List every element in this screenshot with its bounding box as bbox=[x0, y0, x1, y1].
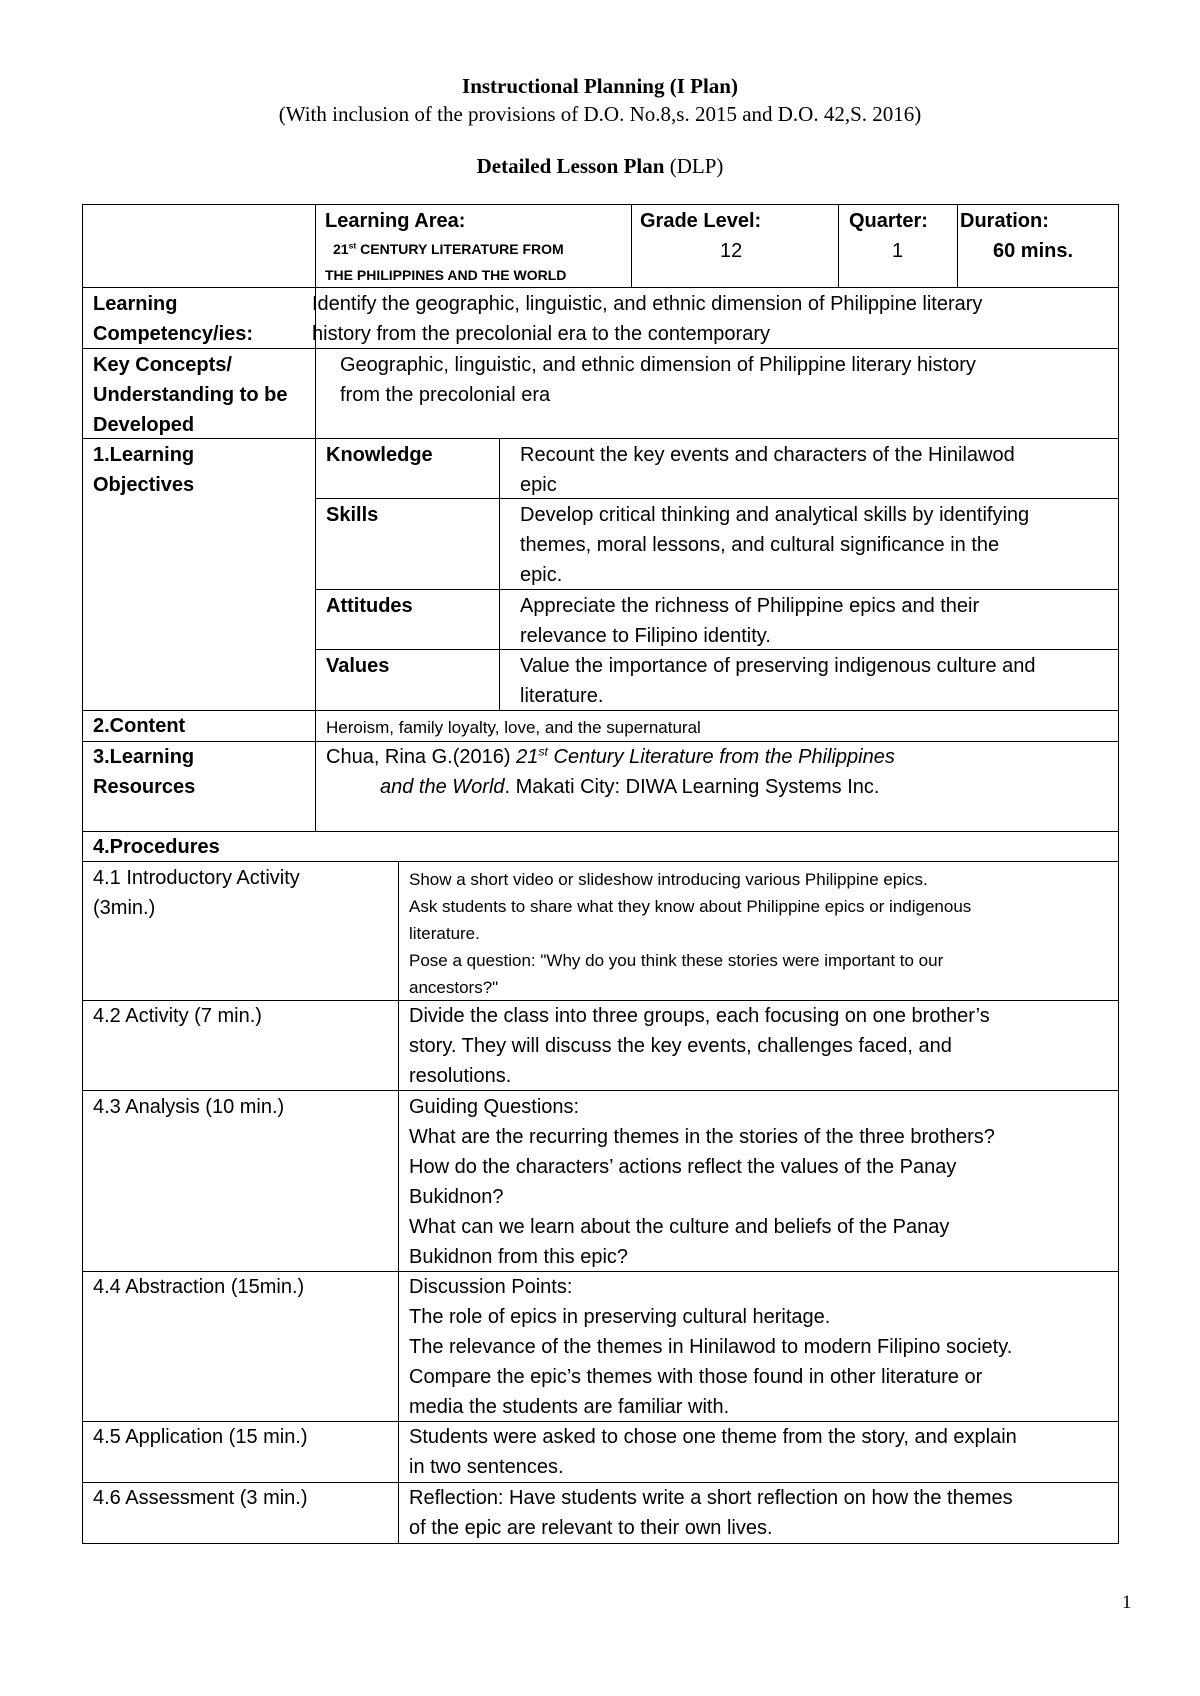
objective-text-skills bbox=[520, 500, 1029, 590]
procedure-line: resolutions. bbox=[409, 1065, 512, 1087]
procedure-line: literature. bbox=[409, 924, 480, 943]
document-subtitle: (With inclusion of the provisions of D.O. No.8,s. 2015 and D.O. 42,S. 2016) bbox=[278, 102, 922, 126]
procedure-label-4-3: 4.3 Analysis (10 min.) bbox=[93, 1096, 285, 1118]
objective-domain-attitudes: Attitudes bbox=[326, 595, 413, 617]
procedure-line: Bukidnon? bbox=[409, 1186, 504, 1208]
procedure-label-line: 4.1 Introductory Activity bbox=[93, 867, 300, 889]
objective-domain-values: Values bbox=[326, 655, 390, 677]
resources-author: Chua, Rina G.(2016) bbox=[326, 746, 517, 768]
procedure-line: Discussion Points: bbox=[409, 1276, 573, 1298]
objective-text-attitudes bbox=[520, 591, 979, 651]
objective-line: literature. bbox=[520, 685, 604, 707]
resources-title-part: 21 bbox=[516, 746, 539, 768]
resources-title-sup: st bbox=[538, 744, 548, 759]
table-border bbox=[82, 1543, 1119, 1544]
procedure-line: The role of epics in preserving cultural heritage. bbox=[409, 1306, 831, 1328]
competency-label-line: Competency/ies: bbox=[93, 323, 254, 345]
key-concepts-text-line: from the precolonial era bbox=[340, 384, 551, 406]
objective-domain-knowledge: Knowledge bbox=[326, 444, 433, 466]
table-border bbox=[1118, 204, 1119, 1543]
procedure-line: ancestors?" bbox=[409, 978, 499, 997]
table-border bbox=[82, 287, 1119, 288]
document-header bbox=[0, 72, 1200, 180]
procedure-line: Students were asked to chose one theme from the story, and explain bbox=[409, 1426, 1017, 1448]
procedure-label-4-1 bbox=[93, 863, 300, 923]
table-border bbox=[82, 204, 1119, 205]
procedure-text-4-4 bbox=[409, 1272, 1012, 1422]
procedure-label-4-6: 4.6 Assessment (3 min.) bbox=[93, 1487, 308, 1509]
learning-area-value bbox=[333, 236, 564, 262]
procedure-line: Show a short video or slideshow introducing various Philippine epics. bbox=[409, 870, 928, 889]
quarter-label: Quarter: bbox=[849, 210, 928, 232]
resources-citation-line-2 bbox=[380, 772, 879, 802]
objectives-label-line: Objectives bbox=[93, 474, 195, 496]
objective-line: Appreciate the richness of Philippine epics and their bbox=[520, 595, 980, 617]
grade-level-value: 12 bbox=[720, 240, 743, 262]
procedure-line: story. They will discuss the key events, challenges faced, and bbox=[409, 1035, 952, 1057]
procedure-line: What can we learn about the culture and beliefs of the Panay bbox=[409, 1216, 950, 1238]
document-title: Instructional Planning (I Plan) bbox=[462, 74, 738, 98]
resources-label-line: 3.Learning bbox=[93, 746, 195, 768]
key-concepts-text bbox=[340, 350, 976, 410]
table-border bbox=[957, 204, 958, 287]
competency-text-line: Identify the geographic, linguistic, and ethnic dimension of Philippine literary bbox=[312, 293, 983, 315]
procedure-text-4-5 bbox=[409, 1422, 1017, 1482]
content-label: 2.Content bbox=[93, 715, 186, 737]
table-border bbox=[82, 861, 1119, 862]
procedure-line: The relevance of the themes in Hinilawod to modern Filipino society. bbox=[409, 1336, 1013, 1358]
content-text: Heroism, family loyalty, love, and the supernatural bbox=[326, 718, 701, 737]
resources-publisher: . Makati City: DIWA Learning Systems Inc. bbox=[504, 776, 880, 798]
key-concepts-label-line: Understanding to be bbox=[93, 384, 288, 406]
procedure-label-line: (3min.) bbox=[93, 897, 156, 919]
procedure-line: What are the recurring themes in the stories of the three brothers? bbox=[409, 1126, 995, 1148]
duration-label: Duration: bbox=[960, 210, 1049, 232]
procedure-text-4-2 bbox=[409, 1001, 990, 1091]
key-concepts-text-line: Geographic, linguistic, and ethnic dimension of Philippine literary history bbox=[340, 354, 976, 376]
resources-label-line: Resources bbox=[93, 776, 196, 798]
table-border bbox=[398, 861, 399, 1543]
competency-label-line: Learning bbox=[93, 293, 178, 315]
procedures-label: 4.Procedures bbox=[93, 836, 220, 858]
objective-line: Value the importance of preserving indigenous culture and bbox=[520, 655, 1036, 677]
procedure-line: Guiding Questions: bbox=[409, 1096, 580, 1118]
grade-level-label: Grade Level: bbox=[640, 210, 762, 232]
resources-label bbox=[93, 742, 195, 802]
table-border bbox=[631, 204, 632, 287]
objective-line: Recount the key events and characters of the Hinilawod bbox=[520, 444, 1015, 466]
objective-line: Develop critical thinking and analytical skills by identifying bbox=[520, 504, 1030, 526]
objective-line: epic. bbox=[520, 564, 563, 586]
table-border bbox=[838, 204, 839, 287]
procedure-line: Bukidnon from this epic? bbox=[409, 1246, 629, 1268]
resources-title-part: Century Literature from the Philippines bbox=[548, 746, 895, 768]
competency-text-line: history from the precolonial era to the contemporary bbox=[312, 323, 770, 345]
procedure-label-4-5: 4.5 Application (15 min.) bbox=[93, 1426, 308, 1448]
table-border bbox=[82, 831, 1119, 832]
objective-text-knowledge bbox=[520, 440, 1015, 500]
procedure-line: Compare the epic’s themes with those found in other literature or bbox=[409, 1366, 983, 1388]
competency-text bbox=[312, 289, 982, 349]
objective-line: epic bbox=[520, 474, 557, 496]
competency-label bbox=[93, 289, 253, 349]
procedure-label-4-2: 4.2 Activity (7 min.) bbox=[93, 1005, 262, 1027]
objective-line: relevance to Filipino identity. bbox=[520, 625, 771, 647]
objectives-label-line: 1.Learning bbox=[93, 444, 195, 466]
resources-title-part: and the World bbox=[380, 776, 505, 798]
procedure-line: of the epic are relevant to their own lives. bbox=[409, 1517, 773, 1539]
quarter-value: 1 bbox=[892, 240, 904, 262]
dlp-heading bbox=[0, 152, 1200, 180]
procedure-text-4-6 bbox=[409, 1483, 1013, 1543]
table-border bbox=[499, 438, 500, 710]
procedure-line: in two sentences. bbox=[409, 1456, 564, 1478]
objective-line: themes, moral lessons, and cultural significance in the bbox=[520, 534, 1000, 556]
table-border bbox=[82, 204, 83, 1543]
dlp-heading-suffix: (DLP) bbox=[664, 154, 724, 178]
procedure-text-4-3 bbox=[409, 1092, 995, 1272]
procedure-line: Divide the class into three groups, each focusing on one brother’s bbox=[409, 1005, 990, 1027]
objective-domain-skills: Skills bbox=[326, 504, 379, 526]
procedure-line: Pose a question: "Why do you think these stories were important to our bbox=[409, 951, 944, 970]
procedure-line: How do the characters’ actions reflect the values of the Panay bbox=[409, 1156, 957, 1178]
procedure-text-4-1 bbox=[409, 866, 971, 1001]
objective-text-values bbox=[520, 651, 1036, 711]
learning-area-value-part: CENTURY LITERATURE FROM bbox=[356, 241, 564, 257]
learning-area-value-part: 21 bbox=[333, 241, 349, 257]
key-concepts-label bbox=[93, 350, 287, 440]
learning-area-label: Learning Area: bbox=[325, 210, 466, 232]
dlp-heading-bold: Detailed Lesson Plan bbox=[476, 154, 665, 178]
key-concepts-label-line: Key Concepts/ bbox=[93, 354, 232, 376]
procedure-line: Ask students to share what they know about Philippine epics or indigenous bbox=[409, 897, 972, 916]
procedure-line: Reflection: Have students write a short reflection on how the themes bbox=[409, 1487, 1013, 1509]
objectives-label bbox=[93, 440, 194, 500]
learning-area-value-sup: st bbox=[348, 240, 357, 251]
key-concepts-label-line: Developed bbox=[93, 414, 195, 436]
procedure-label-4-4: 4.4 Abstraction (15min.) bbox=[93, 1276, 305, 1298]
page-number: 1 bbox=[1122, 1592, 1132, 1613]
duration-value: 60 mins. bbox=[993, 240, 1074, 262]
resources-citation-line-1 bbox=[326, 742, 895, 772]
learning-area-value-line-2: THE PHILIPPINES AND THE WORLD bbox=[325, 267, 567, 283]
procedure-line: media the students are familiar with. bbox=[409, 1396, 730, 1418]
